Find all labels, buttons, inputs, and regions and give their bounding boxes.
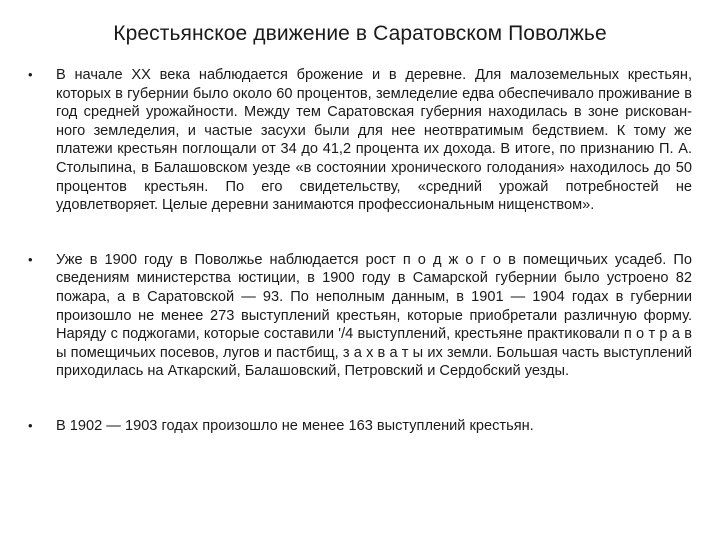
bullet-marker: • bbox=[28, 67, 33, 82]
bullet-item-1 bbox=[28, 66, 692, 215]
bullet-marker: • bbox=[28, 251, 33, 267]
bullet-list bbox=[28, 60, 692, 436]
bullet-item-2 bbox=[28, 251, 692, 381]
bullet-item-3 bbox=[28, 417, 692, 436]
slide-title: Крестьянское движение в Саратовском Поволжье bbox=[113, 22, 607, 45]
bullet-text-2: Уже в 1900 году в Поволжье наблюдается рост п о д ж о г о в помещичьих усадеб. По сведениям министерства юстиции, в 1900 году в Самарской губернии было устроено 82 пожара, а в Саратовской — 93. По неполным данным, в 1901 — 1904 годах в губернии произошло не менее 273 выступлений крестьян, которые приобретали различную форму. Наряду с поджогами, которые составили '/4 выступлений, крестьяне практиковали п о т р а в ы помещичьих посевов, лугов и пастбищ, з а х в а т ы их земли. Большая часть выступлений приходилась на Аткарский, Балашовский, Петровский и Сердобский уезды. bbox=[56, 251, 692, 380]
bullet-text-3: В 1902 — 1903 годах произошло не менее 163 выступлений крестьян. bbox=[56, 417, 534, 434]
bullet-marker: • bbox=[28, 417, 33, 433]
bullet-text-1: В начале XX века наблюдается брожение и в деревне. Для малоземельных крестьян, которых в губернии было около 60 процентов, земледелие едва обеспечивало проживание в год средней урожайности. Между тем Саратовская губерния находилась в зоне рискован- ного земледелия, и частые засухи были для нее неотвратимым бедствием. К тому же платежи крестьян поглощали от 34 до 41,2 процента их дохода. В итоге, по признанию П. А. Столыпина, в Балашовском уезде «в состоянии хронического голодания» находилось до 50 процентов крестьян. По его свидетельству, «средний урожай потребностей не удовлетворяет. Целые деревни занимаются профессиональным нищенством». bbox=[56, 67, 692, 214]
